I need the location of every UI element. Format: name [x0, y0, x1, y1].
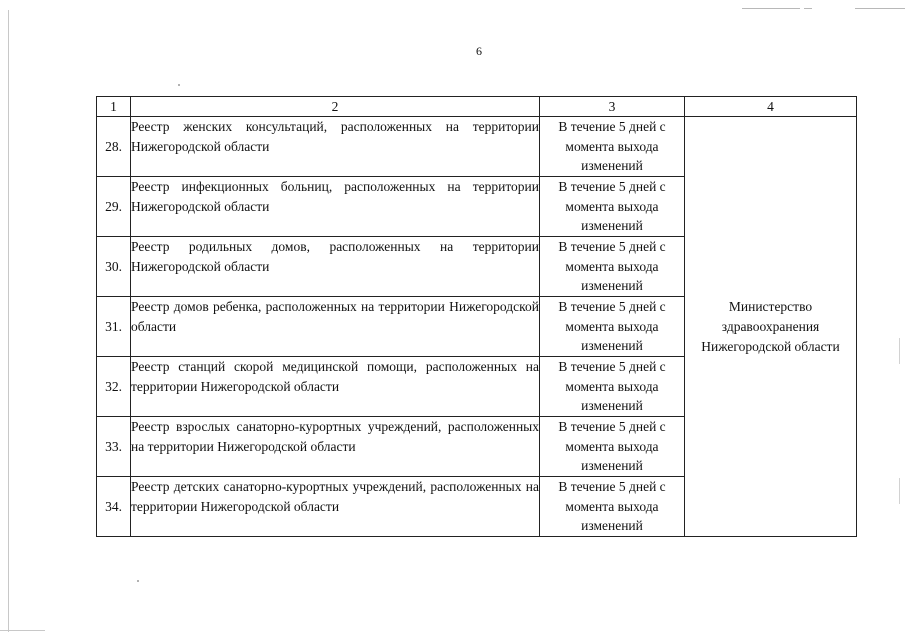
scan-top-line [804, 8, 812, 9]
register-name: Реестр детских санаторно-курортных учреждений, расположенных на территории Нижегородской области [131, 477, 540, 537]
column-header: 4 [685, 97, 857, 117]
row-number: 30. [97, 237, 131, 297]
row-number: 31. [97, 297, 131, 357]
row-number: 33. [97, 417, 131, 477]
column-header: 3 [540, 97, 685, 117]
table-row [97, 117, 857, 177]
register-name: Реестр женских консультаций, расположенных на территории Нижегородской области [131, 117, 540, 177]
register-table [96, 96, 857, 537]
table-header-row [97, 97, 857, 117]
update-term: В течение 5 дней с момента выхода изменений [540, 117, 685, 177]
page-number: 6 [476, 44, 482, 58]
scan-left-edge [8, 10, 9, 632]
update-term: В течение 5 дней с момента выхода изменений [540, 417, 685, 477]
row-number: 29. [97, 177, 131, 237]
register-name: Реестр взрослых санаторно-курортных учреждений, расположенных на территории Нижегородской области [131, 417, 540, 477]
row-number: 32. [97, 357, 131, 417]
update-term: В течение 5 дней с момента выхода изменений [540, 477, 685, 537]
update-term: В течение 5 дней с момента выхода изменений [540, 297, 685, 357]
register-name: Реестр станций скорой медицинской помощи, расположенных на территории Нижегородской области [131, 357, 540, 417]
register-name: Реестр инфекционных больниц, расположенных на территории Нижегородской области [131, 177, 540, 237]
scan-top-line [742, 8, 800, 9]
column-header: 2 [131, 97, 540, 117]
scan-bottom-line [0, 630, 45, 631]
scan-speck [178, 84, 180, 86]
scan-right-mark [899, 338, 900, 364]
column-header: 1 [97, 97, 131, 117]
update-term: В течение 5 дней с момента выхода изменений [540, 237, 685, 297]
responsible-organization: Министерство здравоохранения Нижегородской области [685, 117, 857, 537]
register-name: Реестр родильных домов, расположенных на территории Нижегородской области [131, 237, 540, 297]
row-number: 28. [97, 117, 131, 177]
row-number: 34. [97, 477, 131, 537]
scan-top-line [855, 8, 905, 9]
scan-speck [137, 580, 139, 582]
update-term: В течение 5 дней с момента выхода изменений [540, 357, 685, 417]
scan-right-mark [899, 478, 900, 504]
register-name: Реестр домов ребенка, расположенных на территории Нижегородской области [131, 297, 540, 357]
update-term: В течение 5 дней с момента выхода изменений [540, 177, 685, 237]
